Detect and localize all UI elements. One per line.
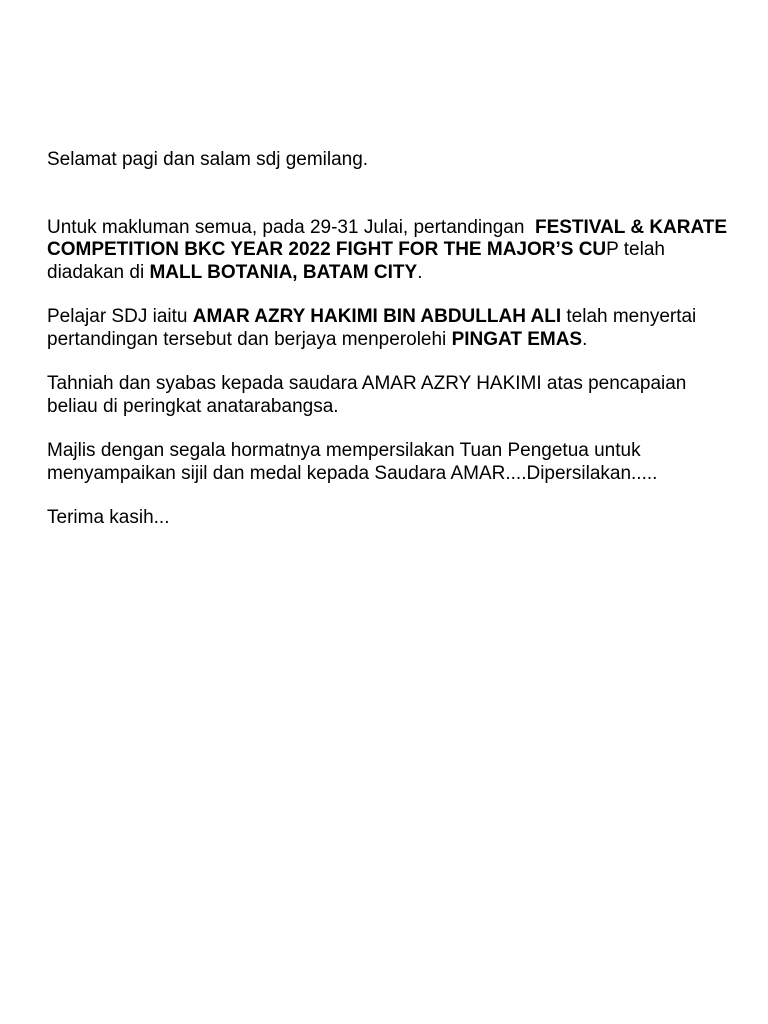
student-text-3: .	[582, 328, 588, 350]
greeting-paragraph	[47, 149, 737, 172]
event-paragraph	[47, 217, 737, 285]
student-text-1: Pelajar SDJ iaitu	[47, 306, 193, 327]
ceremony-paragraph	[47, 440, 737, 485]
ceremony-text: Majlis dengan segala hormatnya mempersilakan Tuan Pengetua untuk menyampaikan sijil dan medal kepada Saudara AMAR....Dipersilakan.....	[47, 440, 658, 484]
medal-result: PINGAT EMAS	[451, 328, 583, 350]
congratulation-text: Tahniah dan syabas kepada saudara AMAR AZRY HAKIMI atas pencapaian beliau di peringkat anatarabangsa.	[47, 373, 687, 417]
student-paragraph	[47, 306, 737, 351]
event-text-2: P telah diadakan di	[47, 239, 665, 283]
closing-text: Terima kasih...	[47, 507, 170, 528]
event-venue: MALL BOTANIA, BATAM CITY	[149, 261, 418, 283]
student-name: AMAR AZRY HAKIMI BIN ABDULLAH ALI	[192, 306, 562, 327]
greeting-text: Selamat pagi dan salam sdj gemilang.	[47, 149, 369, 170]
congratulation-paragraph	[47, 373, 737, 418]
event-name: FESTIVAL & KARATE COMPETITION BKC YEAR 2022 FIGHT FOR THE MAJOR’S CU	[47, 216, 728, 260]
closing-paragraph	[47, 507, 737, 530]
document-body	[47, 149, 737, 530]
event-text-1: Untuk makluman semua, pada 29-31 Julai, pertandingan	[47, 216, 535, 238]
student-text-2: telah menyertai pertandingan tersebut dan berjaya menperolehi	[47, 306, 697, 350]
event-text-3: .	[417, 261, 423, 283]
